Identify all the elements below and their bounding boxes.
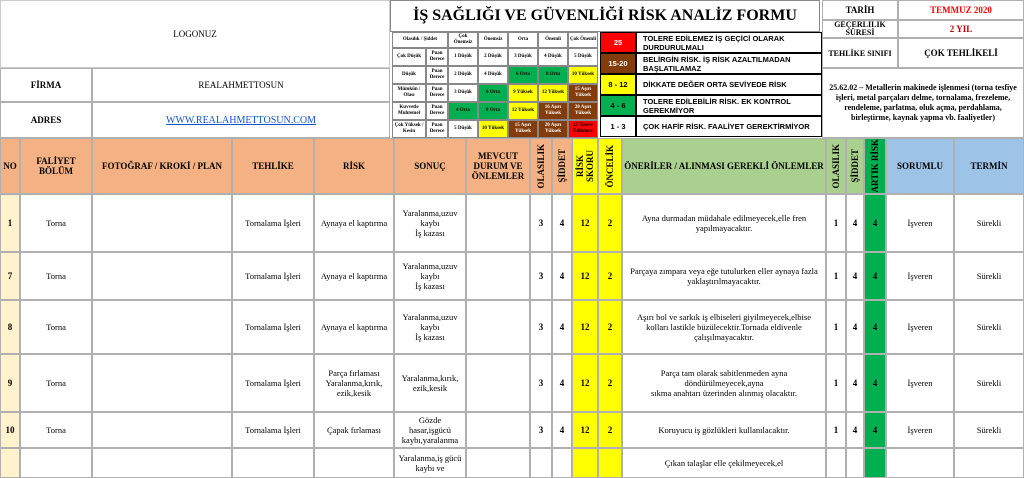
- matrix-cell: 10 Yüksek: [568, 66, 598, 84]
- mevcut-cell: [466, 300, 530, 354]
- cell-olasilik: [530, 448, 552, 478]
- cell-siddet: [552, 448, 572, 478]
- cell-skor: 12: [572, 194, 598, 252]
- cell-faaliyet: Torna: [20, 252, 92, 300]
- cell-risk: Aynaya el kaptırma: [314, 194, 394, 252]
- cell-siddet: 4: [552, 194, 572, 252]
- cell-oneri: Koruyucu iş gözlükleri kullanılacaktır.: [622, 412, 826, 448]
- cell-faaliyet: Torna: [20, 300, 92, 354]
- col-risk: RİSK: [314, 138, 394, 194]
- matrix-cell: 20 Aşırı Yüksek: [568, 102, 598, 120]
- legend-range: 4 - 6: [600, 95, 636, 116]
- matrix-cell: 3 Düşük: [508, 48, 538, 66]
- cell-oneri: Çıkan talaşlar elle çekilmeyecek,el: [622, 448, 826, 478]
- cell-siddet2: 4: [846, 194, 864, 252]
- cell-sonuc: Yaralanma,uzuv kaybı İş kazası: [394, 252, 466, 300]
- cell-siddet2: 4: [846, 412, 864, 448]
- risk-matrix: [392, 32, 598, 138]
- cell-artik: 4: [864, 252, 886, 300]
- cell-skor: 12: [572, 300, 598, 354]
- matrix-cell: 25 Tolere Edilemez: [568, 120, 598, 138]
- foto-cell: [92, 412, 232, 448]
- col-oncelik: [598, 138, 622, 194]
- cell-olasilik2: 1: [826, 354, 846, 412]
- legend-range: 8 - 12: [600, 74, 636, 95]
- col-siddet2: [846, 138, 864, 194]
- cell-siddet2: 4: [846, 300, 864, 354]
- matrix-row-puan: Puan Derece: [426, 120, 448, 138]
- cell-oncelik: 2: [598, 252, 622, 300]
- cell-termin: [954, 448, 1024, 478]
- cell-artik: 4: [864, 194, 886, 252]
- col-siddet-label: ŞİDDET: [557, 149, 567, 183]
- matrix-cell: 6 Orta: [508, 66, 538, 84]
- matrix-col-header: Çok Önemli: [568, 32, 598, 48]
- col-olasilik-label: OLASILIK: [536, 143, 546, 189]
- gecerlilik-label: GEÇERLİLİK SÜRESİ: [822, 20, 898, 38]
- col-olasilik2: [826, 138, 846, 194]
- cell-termin: Sürekli: [954, 300, 1024, 354]
- matrix-row-puan: Puan Derece: [426, 84, 448, 102]
- cell-termin: Sürekli: [954, 194, 1024, 252]
- foto-cell: [92, 354, 232, 412]
- foto-cell: [92, 300, 232, 354]
- legend-range: 25: [600, 32, 636, 53]
- matrix-col-header: Çok Önemsiz: [448, 32, 478, 48]
- col-foto: FOTOĞRAF / KROKİ / PLAN: [92, 138, 232, 194]
- matrix-cell: 1 Düşük: [448, 48, 478, 66]
- cell-siddet: 4: [552, 252, 572, 300]
- matrix-cell: 12 Yüksek: [538, 84, 568, 102]
- logo-cell: [0, 0, 390, 68]
- cell-sonuc: Yaralanma,kırık, ezik,kesik: [394, 354, 466, 412]
- cell-artik: 4: [864, 354, 886, 412]
- col-olasilik2-label: OLASILIK: [831, 143, 841, 189]
- cell-no: 9: [0, 354, 20, 412]
- cell-no: 1: [0, 194, 20, 252]
- cell-oneri: Parça tam olarak sabitlenmeden ayna döndürülmeyecek,ayna sıkma anahtarı üzerinden alınmış olacaktır.: [622, 354, 826, 412]
- cell-no: 7: [0, 252, 20, 300]
- matrix-cell: 2 Düşük: [478, 48, 508, 66]
- matrix-row-puan: Puan Derece: [426, 102, 448, 120]
- tarih-value: TEMMUZ 2020: [898, 0, 1024, 20]
- col-siddet2-label: ŞİDDET: [850, 149, 860, 183]
- cell-risk: [314, 448, 394, 478]
- cell-tehlike: Tornalama İşleri: [232, 354, 314, 412]
- cell-sonuc: Yaralanma,uzuv kaybı İş kazası: [394, 300, 466, 354]
- cell-skor: 12: [572, 412, 598, 448]
- mevcut-cell: [466, 194, 530, 252]
- legend-text: DİKKATE DEĞER ORTA SEVİYEDE RİSK: [636, 74, 822, 95]
- col-risk-skoru: [572, 138, 598, 194]
- legend-text: ÇOK HAFİF RİSK. FAALİYET GEREKTİRMİYOR: [636, 116, 822, 137]
- gecerlilik-value: 2 YIL: [898, 20, 1024, 38]
- mevcut-cell: [466, 448, 530, 478]
- tehlike-sinifi-value: ÇOK TEHLİKELİ: [898, 38, 1024, 68]
- cell-oncelik: 2: [598, 354, 622, 412]
- col-tehlike: TEHLİKE: [232, 138, 314, 194]
- matrix-cell: 8 Orta: [478, 102, 508, 120]
- activity-description: 25.62.02 – Metallerin makinede işlenmesi (torna tesfiye işleri, metal parçaları delme, tornalama, frezeleme, rendeleme, parlatma, oluk açma, perdahlama, birleştirme, kaynak yapma vb. faaliyetler): [822, 68, 1024, 138]
- cell-skor: 12: [572, 354, 598, 412]
- cell-tehlike: Tornalama İşleri: [232, 194, 314, 252]
- matrix-cell: 15 Aşırı Yüksek: [508, 120, 538, 138]
- matrix-row-label: Çok Yüksek / Kesin: [392, 120, 426, 138]
- matrix-row-label: Çok Düşük: [392, 48, 426, 66]
- cell-faaliyet: Torna: [20, 412, 92, 448]
- col-artik-risk: [864, 138, 886, 194]
- cell-oneri: Aşırı bol ve sarkık iş elbiseleri giyilmeyecek,elbise kolları lastikle büzülecektir.Tornada eldivenle çalışılmayacaktır.: [622, 300, 826, 354]
- col-no: NO: [0, 138, 20, 194]
- matrix-cell: 4 Düşük: [538, 48, 568, 66]
- matrix-cell: 15 Aşırı Yüksek: [568, 84, 598, 102]
- cell-sorumlu: [886, 448, 954, 478]
- cell-risk: Çapak fırlaması: [314, 412, 394, 448]
- cell-oneri: Parçaya zımpara veya eğe tutulurken eller aynaya fazla yaklaştırılmayacaktır.: [622, 252, 826, 300]
- matrix-cell: 2 Düşük: [448, 66, 478, 84]
- cell-sorumlu: İşveren: [886, 194, 954, 252]
- matrix-cell: 3 Düşük: [448, 84, 478, 102]
- cell-no: 8: [0, 300, 20, 354]
- legend-range: 1 - 3: [600, 116, 636, 137]
- matrix-col-header: Önemli: [538, 32, 568, 48]
- cell-tehlike: Tornalama İşleri: [232, 412, 314, 448]
- col-oneriler: ÖNERİLER / ALINMASI GEREKLİ ÖNLEMLER: [622, 138, 826, 194]
- cell-skor: 12: [572, 252, 598, 300]
- matrix-cell: 20 Aşırı Yüksek: [538, 120, 568, 138]
- firma-value: REALAHMETTOSUN: [92, 68, 390, 102]
- legend-range: 15-20: [600, 53, 636, 74]
- legend-text: BELİRGİN RİSK. İŞ RİSK AZALTILMADAN BAŞLATILAMAZ: [636, 53, 822, 74]
- matrix-cell: 9 Yüksek: [508, 84, 538, 102]
- adres-cell: [92, 102, 390, 138]
- cell-sonuc: Gözde hasar,işgücü kaybı,yaralanma: [394, 412, 466, 448]
- matrix-row-label: Kuvvetle Muhtemel: [392, 102, 426, 120]
- mevcut-cell: [466, 252, 530, 300]
- cell-tehlike: Tornalama İşleri: [232, 252, 314, 300]
- matrix-cell: 16 Aşırı Yüksek: [538, 102, 568, 120]
- cell-artik: 4: [864, 300, 886, 354]
- cell-sorumlu: İşveren: [886, 412, 954, 448]
- matrix-corner: Olasılık / Şiddet: [392, 32, 448, 48]
- firma-label: FİRMA: [0, 68, 92, 102]
- cell-oncelik: 2: [598, 412, 622, 448]
- matrix-row-label: Mümkün / Olası: [392, 84, 426, 102]
- cell-sorumlu: İşveren: [886, 354, 954, 412]
- cell-oncelik: 2: [598, 194, 622, 252]
- col-risk-skoru-label: RİSK SKORU: [575, 150, 595, 183]
- matrix-col-header: Orta: [508, 32, 538, 48]
- cell-termin: Sürekli: [954, 354, 1024, 412]
- cell-faaliyet: Torna: [20, 194, 92, 252]
- cell-sorumlu: İşveren: [886, 252, 954, 300]
- cell-no: [0, 448, 20, 478]
- col-sonuc: SONUÇ: [394, 138, 466, 194]
- risk-legend: [600, 32, 822, 138]
- cell-olasilik2: 1: [826, 252, 846, 300]
- cell-faaliyet: Torna: [20, 354, 92, 412]
- cell-olasilik: 3: [530, 194, 552, 252]
- matrix-cell: 5 Düşük: [448, 120, 478, 138]
- col-olasilik: [530, 138, 552, 194]
- cell-siddet2: [846, 448, 864, 478]
- matrix-row-puan: Puan Derece: [426, 66, 448, 84]
- cell-olasilik2: 1: [826, 194, 846, 252]
- cell-olasilik2: [826, 448, 846, 478]
- cell-tehlike: Tornalama İşleri: [232, 300, 314, 354]
- cell-oncelik: 2: [598, 300, 622, 354]
- mevcut-cell: [466, 354, 530, 412]
- cell-olasilik: 3: [530, 252, 552, 300]
- cell-oneri: Ayna durmadan müdahale edilmeyecek,elle fren yapılmayacaktır.: [622, 194, 826, 252]
- col-mevcut: MEVCUT DURUM VE ÖNLEMLER: [466, 138, 530, 194]
- adres-label: ADRES: [0, 102, 92, 138]
- col-sorumlu: SORUMLU: [886, 138, 954, 194]
- cell-siddet: 4: [552, 354, 572, 412]
- matrix-row-label: Düşük: [392, 66, 426, 84]
- page-title: İŞ SAĞLIĞI VE GÜVENLİĞİ RİSK ANALİZ FORMU: [390, 0, 820, 32]
- matrix-cell: 4 Orta: [448, 102, 478, 120]
- cell-olasilik: 3: [530, 354, 552, 412]
- matrix-cell: 6 Orta: [478, 84, 508, 102]
- mevcut-cell: [466, 412, 530, 448]
- cell-olasilik: 3: [530, 412, 552, 448]
- matrix-cell: 5 Düşük: [568, 48, 598, 66]
- cell-siddet: 4: [552, 300, 572, 354]
- matrix-row-puan: Puan Derece: [426, 48, 448, 66]
- cell-termin: Sürekli: [954, 412, 1024, 448]
- cell-oncelik: [598, 448, 622, 478]
- col-oncelik-label: ÖNCELİK: [605, 144, 615, 188]
- col-siddet: [552, 138, 572, 194]
- cell-sorumlu: İşveren: [886, 300, 954, 354]
- foto-cell: [92, 194, 232, 252]
- matrix-cell: 8 Orta: [538, 66, 568, 84]
- col-faaliyet: FALİYET BÖLÜM: [20, 138, 92, 194]
- tehlike-sinifi-label: TEHLİKE SINIFI: [822, 38, 898, 68]
- matrix-cell: 4 Düşük: [478, 66, 508, 84]
- cell-olasilik: 3: [530, 300, 552, 354]
- foto-cell: [92, 448, 232, 478]
- cell-sonuc: Yaralanma,iş gücü kaybı ve: [394, 448, 466, 478]
- cell-artik: 4: [864, 412, 886, 448]
- cell-termin: Sürekli: [954, 252, 1024, 300]
- cell-artik: [864, 448, 886, 478]
- cell-faaliyet: [20, 448, 92, 478]
- cell-risk: Aynaya el kaptırma: [314, 252, 394, 300]
- legend-text: TOLERE EDİLEBİLİR RİSK. EK KONTROL GEREKMİYOR: [636, 95, 822, 116]
- matrix-cell: 12 Yüksek: [508, 102, 538, 120]
- cell-siddet2: 4: [846, 354, 864, 412]
- matrix-col-header: Önemsiz: [478, 32, 508, 48]
- cell-olasilik2: 1: [826, 412, 846, 448]
- cell-sonuc: Yaralanma,uzuv kaybı İş kazası: [394, 194, 466, 252]
- cell-olasilik2: 1: [826, 300, 846, 354]
- col-artik-risk-label: ARTIK RİSK: [870, 139, 880, 193]
- cell-risk: Aynaya el kaptırma: [314, 300, 394, 354]
- cell-siddet: 4: [552, 412, 572, 448]
- col-termin: TERMİN: [954, 138, 1024, 194]
- tarih-label: TARİH: [822, 0, 898, 20]
- matrix-cell: 10 Yüksek: [478, 120, 508, 138]
- cell-no: 10: [0, 412, 20, 448]
- foto-cell: [92, 252, 232, 300]
- cell-tehlike: [232, 448, 314, 478]
- cell-siddet2: 4: [846, 252, 864, 300]
- adres-link[interactable]: WWW.REALAHMETTOSUN.COM: [166, 114, 316, 126]
- logo-text: LOGONUZ: [173, 29, 217, 39]
- cell-risk: Parça fırlaması Yaralanma,kırık, ezik,kesik: [314, 354, 394, 412]
- cell-skor: [572, 448, 598, 478]
- legend-text: TOLERE EDİLEMEZ İŞ GEÇİCİ OLARAK DURDURULMALI: [636, 32, 822, 53]
